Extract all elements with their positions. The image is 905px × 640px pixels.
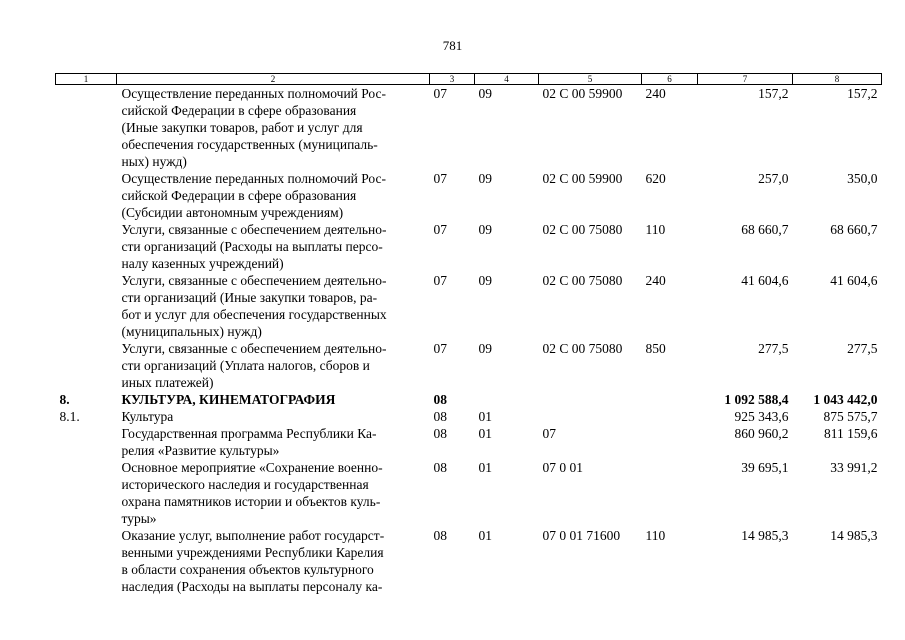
target-article-cell: 07 [542,426,556,441]
amount-year1-cell: 257,0 [758,171,789,186]
amount-year1-cell: 860 960,2 [734,426,789,441]
amount-year1-cell: 277,5 [758,341,789,356]
row-name-line: сти организаций (Иные закупки товаров, ра- [121,290,378,305]
razdel-cell: 07 [433,273,447,288]
podrazdel-cell: 01 [478,460,492,475]
amount-year2-cell: 1 043 442,0 [813,392,878,407]
razdel-cell: 08 [433,426,447,441]
column-header: 5 [539,74,642,85]
amount-year1-cell: 1 092 588,4 [724,392,789,407]
amount-year2-cell: 68 660,7 [830,222,878,237]
row-name-cell [117,527,430,595]
amount-year1-cell: 157,2 [758,86,789,101]
row-name-line: наследия (Расходы на выплаты персоналу ка- [121,579,383,594]
amount-year2-cell: 14 985,3 [830,528,878,543]
razdel-cell: 08 [433,392,447,407]
amount-year2-cell: 350,0 [847,171,878,186]
column-number-row [56,74,882,85]
table-row [56,272,882,340]
column-header: 1 [56,74,117,85]
expense-type-cell: 240 [645,86,666,101]
row-name-line: (Иные закупки товаров, работ и услуг для [121,120,363,135]
row-number-cell [56,425,117,459]
row-name-cell [117,425,430,459]
expense-type-cell [642,391,698,408]
row-name-line: Оказание услуг, выполнение работ государст- [121,528,385,543]
row-name-line: туры» [121,511,157,526]
amount-year2-cell: 811 159,6 [824,426,878,441]
row-number-cell [56,272,117,340]
table-row [56,425,882,459]
podrazdel-cell: 09 [478,86,492,101]
target-article-cell [539,391,642,408]
row-name-cell [117,408,430,425]
row-name-line: сти организаций (Уплата налогов, сборов и [121,358,370,373]
row-name-cell [117,459,430,527]
row-number-cell: 8. [59,392,70,407]
row-name-line: в области сохранения объектов культурного [121,562,374,577]
expense-type-cell [642,408,698,425]
expense-type-cell: 850 [645,341,666,356]
row-name-line: сти организаций (Расходы на выплаты персо- [121,239,383,254]
row-name-line: релия «Развитие культуры» [121,443,280,458]
column-header: 4 [475,74,539,85]
row-name-cell [117,170,430,221]
row-name-line: сийской Федерации в сфере образования [121,103,357,118]
row-number-cell [56,459,117,527]
expense-type-cell [642,425,698,459]
razdel-cell: 07 [433,171,447,186]
table-row [56,340,882,391]
amount-year1-cell: 14 985,3 [741,528,789,543]
podrazdel-cell: 01 [478,409,492,424]
amount-year2-cell: 875 575,7 [823,409,878,424]
row-name-line: иных платежей) [121,375,214,390]
amount-year1-cell: 68 660,7 [741,222,789,237]
amount-year1-cell: 39 695,1 [741,460,789,475]
row-name-cell [117,340,430,391]
row-name-cell [117,391,430,408]
expense-type-cell: 620 [645,171,666,186]
row-name-cell [117,221,430,272]
row-name-line: (Субсидии автономным учреждениям) [121,205,344,220]
target-article-cell: 07 0 01 71600 [542,528,621,543]
row-name-line: бот и услуг для обеспечения государственных [121,307,387,322]
podrazdel-cell: 09 [478,171,492,186]
table-row [56,408,882,425]
podrazdel-cell: 09 [478,222,492,237]
column-header: 7 [698,74,793,85]
table-row [56,85,882,171]
row-number-cell [56,340,117,391]
target-article-cell: 02 С 00 75080 [542,341,623,356]
column-header: 3 [430,74,475,85]
razdel-cell: 08 [433,528,447,543]
amount-year1-cell: 41 604,6 [741,273,789,288]
table-row [56,459,882,527]
podrazdel-cell: 09 [478,341,492,356]
expense-type-cell: 110 [645,222,666,237]
column-header: 6 [642,74,698,85]
podrazdel-cell: 01 [478,528,492,543]
row-name-cell [117,85,430,171]
amount-year1-cell: 925 343,6 [734,409,789,424]
podrazdel-cell: 09 [478,273,492,288]
row-name-line: Основное мероприятие «Сохранение военно- [121,460,383,475]
target-article-cell: 02 С 00 75080 [542,273,623,288]
expense-type-cell: 240 [645,273,666,288]
row-name-line: Услуги, связанные с обеспечением деятельно- [121,222,387,237]
razdel-cell: 07 [433,341,447,356]
amount-year2-cell: 277,5 [847,341,878,356]
row-name-line: сийской Федерации в сфере образования [121,188,357,203]
podrazdel-cell: 01 [478,426,492,441]
row-number-cell [56,527,117,595]
amount-year2-cell: 157,2 [847,86,878,101]
table-row [56,170,882,221]
target-article-cell [539,408,642,425]
row-name-line: охрана памятников истории и объектов куль- [121,494,381,509]
table-row [56,221,882,272]
page-number: 781 [442,38,463,53]
razdel-cell: 07 [433,222,447,237]
expense-type-cell [642,459,698,527]
expense-type-cell: 110 [645,528,666,543]
razdel-cell: 08 [433,409,447,424]
row-name-line: (муниципальных) нужд) [121,324,262,339]
table-row [56,527,882,595]
row-name-line: Осуществление переданных полномочий Рос- [121,86,387,101]
amount-year2-cell: 41 604,6 [830,273,878,288]
budget-table [55,73,882,595]
row-name-cell [117,272,430,340]
row-number-cell [56,170,117,221]
row-name-line: обеспечения государственных (муниципаль- [121,137,378,152]
column-header: 8 [793,74,882,85]
row-name-line: венными учреждениями Республики Карелия [121,545,384,560]
amount-year2-cell: 33 991,2 [830,460,878,475]
row-name-line: Осуществление переданных полномочий Рос- [121,171,387,186]
row-name-line: Культура [121,409,174,424]
row-number-cell [56,221,117,272]
column-header: 2 [117,74,430,85]
target-article-cell: 07 0 01 [542,460,583,475]
razdel-cell: 07 [433,86,447,101]
table-row [56,391,882,408]
target-article-cell: 02 С 00 59900 [542,86,623,101]
row-name-line: КУЛЬТУРА, КИНЕМАТОГРАФИЯ [121,392,336,407]
row-name-line: Государственная программа Республики Ка- [121,426,377,441]
row-name-line: ных) нужд) [121,154,187,169]
row-name-line: налу казенных учреждений) [121,256,284,271]
row-name-line: исторического наследия и государственная [121,477,369,492]
row-name-line: Услуги, связанные с обеспечением деятельно- [121,341,387,356]
podrazdel-cell [475,391,539,408]
target-article-cell: 02 С 00 59900 [542,171,623,186]
row-number-cell [56,85,117,171]
razdel-cell: 08 [433,460,447,475]
row-number-cell: 8.1. [59,409,80,424]
target-article-cell: 02 С 00 75080 [542,222,623,237]
row-name-line: Услуги, связанные с обеспечением деятельно- [121,273,387,288]
